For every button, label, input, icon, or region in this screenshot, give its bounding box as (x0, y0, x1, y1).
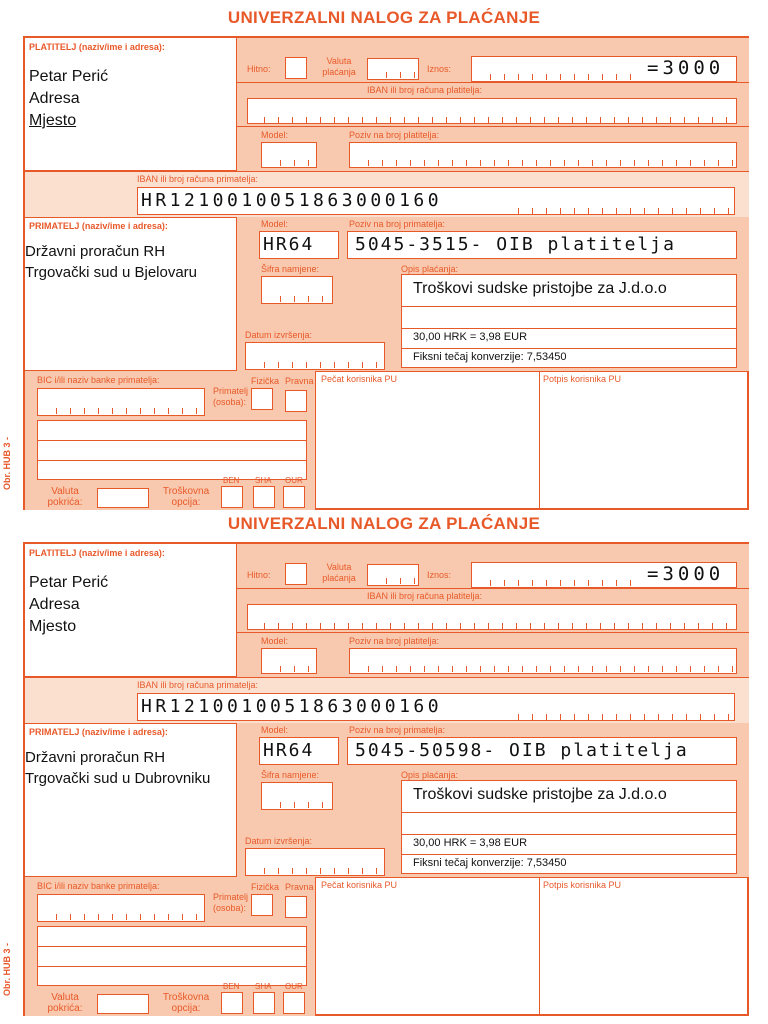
urgent-label: Hitno: (247, 64, 271, 74)
payer-label: PLATITELJ (naziv/ime i adresa): (29, 42, 165, 52)
natural-person-checkbox[interactable] (251, 388, 273, 410)
recipient-label: PRIMATELJ (naziv/ime i adresa): (29, 221, 168, 231)
model-payer-label: Model: (261, 130, 289, 140)
description-value: Troškovi sudske pristojbe za J.d.o.o (413, 280, 667, 297)
recipient-name[interactable]: Državni proračun RH (25, 749, 166, 766)
iban-payer-label: IBAN ili broj računa platitelja: (367, 591, 483, 601)
iban-recipient-label: IBAN ili broj računa primatelja: (137, 680, 259, 690)
cost-our-label: OUR (285, 982, 303, 991)
execution-date-label: Datum izvršenja: (245, 836, 313, 846)
payer-section (25, 544, 237, 677)
ref-recipient-value: 5045-3515- OIB platitelja (355, 234, 676, 255)
fixed-rate-note: Fiksni tečaj konverzije: 7,53450 (413, 351, 567, 363)
cost-ben-label: BEN (223, 982, 240, 991)
ref-recipient-label: Poziv na broj primatelja: (349, 725, 446, 735)
recipient-name[interactable]: Državni proračun RH (25, 243, 166, 260)
urgent-label: Hitno: (247, 570, 271, 580)
form-title: UNIVERZALNI NALOG ZA PLAĆANJE (227, 514, 541, 533)
purpose-code-label: Šifra namjene: (261, 770, 320, 780)
stamp-label: Pečat korisnika PU (321, 374, 398, 384)
bank-name-field[interactable] (37, 420, 307, 480)
iban-recipient-label: IBAN ili broj računa primatelja: (137, 174, 259, 184)
payer-label: PLATITELJ (naziv/ime i adresa): (29, 548, 165, 558)
amount-value: =3000 (647, 57, 725, 79)
urgent-checkbox[interactable] (285, 57, 307, 79)
execution-date-label: Datum izvršenja: (245, 330, 313, 340)
description-label: Opis plaćanja: (401, 770, 459, 780)
cost-ben-checkbox[interactable] (221, 486, 243, 508)
cost-sha-label: SHA (255, 982, 272, 991)
payer-name[interactable]: Petar Perić (29, 574, 109, 591)
legal-person-checkbox[interactable] (285, 896, 307, 918)
model-payer-label: Model: (261, 636, 289, 646)
cost-option-label: Troškovna opcija: (162, 992, 210, 1014)
cost-ben-checkbox[interactable] (221, 992, 243, 1014)
legal-person-label: Pravna (285, 376, 314, 386)
amount-label: Iznos: (427, 570, 452, 580)
model-recipient-value: HR64 (263, 740, 315, 761)
fixed-rate-note: Fiksni tečaj konverzije: 7,53450 (413, 857, 567, 869)
recipient-section (25, 217, 237, 371)
cover-currency-field[interactable] (97, 994, 149, 1014)
cover-currency-label: Valuta pokrića: (47, 486, 83, 508)
recipient-address[interactable]: Trgovački sud u Dubrovniku (25, 770, 211, 787)
model-recipient-value: HR64 (263, 234, 315, 255)
conversion-note: 30,00 HRK = 3,98 EUR (413, 331, 528, 343)
payer-address[interactable]: Adresa (29, 596, 80, 613)
recipient-label: PRIMATELJ (naziv/ime i adresa): (29, 727, 168, 737)
cost-option-label: Troškovna opcija: (162, 486, 210, 508)
ref-recipient-value: 5045-50598- OIB platitelja (355, 740, 689, 761)
signature-area[interactable] (541, 890, 747, 1014)
urgent-checkbox[interactable] (285, 563, 307, 585)
cover-currency-field[interactable] (97, 488, 149, 508)
recipient-address[interactable]: Trgovački sud u Bjelovaru (25, 264, 198, 281)
payer-name[interactable]: Petar Perić (29, 68, 109, 85)
currency-label: Valuta plaćanja (322, 56, 356, 77)
amount-value: =3000 (647, 563, 725, 585)
model-recipient-label: Model: (261, 219, 289, 229)
cost-sha-checkbox[interactable] (253, 486, 275, 508)
legal-person-checkbox[interactable] (285, 390, 307, 412)
form-code-label: Obr. HUB 3 - (2, 942, 12, 996)
cost-sha-label: SHA (255, 476, 272, 485)
currency-label: Valuta plaćanja (322, 562, 356, 583)
payer-place[interactable]: Mjesto (29, 112, 77, 129)
signature-label: Potpis korisnika PU (543, 374, 622, 384)
ref-payer-label: Poziv na broj platitelja: (349, 130, 440, 140)
form-title: UNIVERZALNI NALOG ZA PLAĆANJE (227, 8, 541, 27)
ref-recipient-label: Poziv na broj primatelja: (349, 219, 446, 229)
form-code-label: Obr. HUB 3 - (2, 436, 12, 490)
amount-label: Iznos: (427, 64, 452, 74)
iban-recipient-value: HR1210010051863000160 (141, 190, 443, 211)
stamp-area (317, 384, 539, 508)
natural-person-checkbox[interactable] (251, 894, 273, 916)
recipient-section (25, 723, 237, 877)
form-frame (23, 542, 749, 1016)
model-recipient-label: Model: (261, 725, 289, 735)
iban-payer-label: IBAN ili broj računa platitelja: (367, 85, 483, 95)
bic-label: BIC i/ili naziv banke primatelja: (37, 881, 160, 891)
cost-ben-label: BEN (223, 476, 240, 485)
iban-recipient-value: HR1210010051863000160 (141, 696, 443, 717)
bank-name-field[interactable] (37, 926, 307, 986)
signature-label: Potpis korisnika PU (543, 880, 622, 890)
natural-person-label: Fizička (251, 376, 280, 386)
cost-sha-checkbox[interactable] (253, 992, 275, 1014)
description-label: Opis plaćanja: (401, 264, 459, 274)
recipient-person-label: Primatelj (osoba): (213, 892, 249, 913)
description-value: Troškovi sudske pristojbe za J.d.o.o (413, 786, 667, 803)
natural-person-label: Fizička (251, 882, 280, 892)
cost-our-checkbox[interactable] (283, 992, 305, 1014)
payer-section (25, 38, 237, 171)
payment-order-form-1 (0, 8, 768, 508)
payer-place[interactable]: Mjesto (29, 618, 77, 635)
cost-our-label: OUR (285, 476, 303, 485)
legal-person-label: Pravna (285, 882, 314, 892)
cover-currency-label: Valuta pokrića: (47, 992, 83, 1014)
purpose-code-label: Šifra namjene: (261, 264, 320, 274)
conversion-note: 30,00 HRK = 3,98 EUR (413, 837, 528, 849)
ref-payer-label: Poziv na broj platitelja: (349, 636, 440, 646)
payment-order-form-2 (0, 514, 768, 1014)
signature-area[interactable] (541, 384, 747, 508)
form-frame (23, 36, 749, 510)
stamp-area (317, 890, 539, 1014)
bic-label: BIC i/ili naziv banke primatelja: (37, 375, 160, 385)
recipient-person-label: Primatelj (osoba): (213, 386, 249, 407)
payer-address[interactable]: Adresa (29, 90, 80, 107)
stamp-label: Pečat korisnika PU (321, 880, 398, 890)
cost-our-checkbox[interactable] (283, 486, 305, 508)
